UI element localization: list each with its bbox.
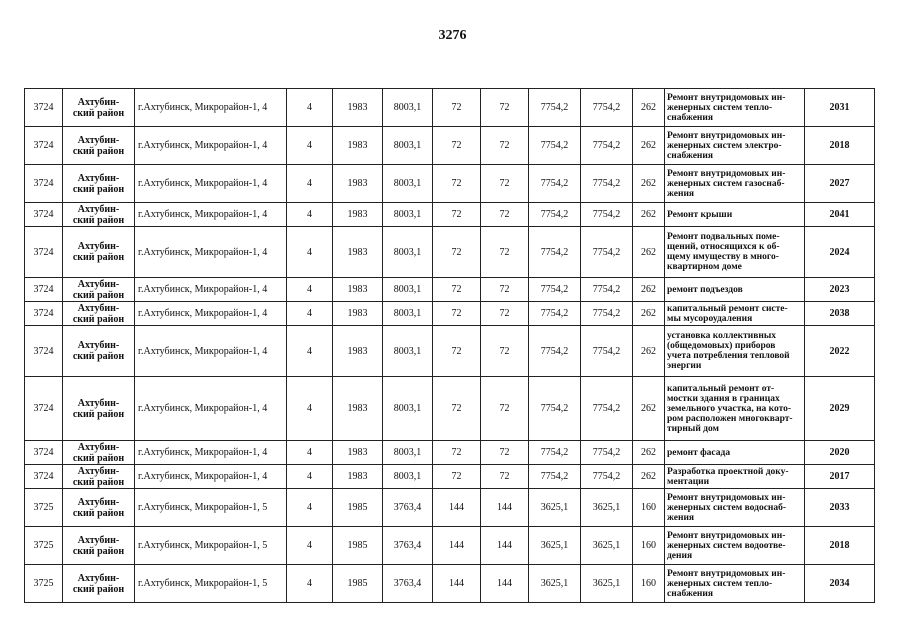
area-b-cell: 7754,2: [581, 203, 633, 227]
record-id-cell: 3725: [25, 565, 63, 603]
built-year-cell: 1983: [333, 465, 383, 489]
area-a-cell: 7754,2: [529, 203, 581, 227]
address-cell: г.Ахтубинск, Микрорайон-1, 4: [135, 203, 287, 227]
built-year-cell: 1983: [333, 127, 383, 165]
address-cell: г.Ахтубинск, Микрорайон-1, 4: [135, 165, 287, 203]
work-type-cell: Ремонт внутридомовых ин- женерных систем газоснаб- жения: [665, 165, 805, 203]
count-b-cell: 144: [481, 527, 529, 565]
work-type-cell: капитальный ремонт систе- мы мусороудаления: [665, 302, 805, 326]
count-a-cell: 72: [433, 326, 481, 377]
planned-year-cell: 2029: [805, 377, 875, 441]
area-b-cell: 7754,2: [581, 441, 633, 465]
record-id-cell: 3724: [25, 326, 63, 377]
district-cell: Ахтубин- ский район: [63, 278, 135, 302]
count-a-cell: 72: [433, 377, 481, 441]
table-row: [25, 527, 875, 565]
table-row: [25, 165, 875, 203]
address-cell: г.Ахтубинск, Микрорайон-1, 4: [135, 227, 287, 278]
area-b-cell: 7754,2: [581, 165, 633, 203]
address-cell: г.Ахтубинск, Микрорайон-1, 4: [135, 465, 287, 489]
count-a-cell: 72: [433, 203, 481, 227]
area-b-cell: 3625,1: [581, 565, 633, 603]
planned-year-cell: 2017: [805, 465, 875, 489]
area-b-cell: 3625,1: [581, 527, 633, 565]
count-a-cell: 144: [433, 489, 481, 527]
count-b-cell: 72: [481, 377, 529, 441]
work-type-cell: ремонт подъездов: [665, 278, 805, 302]
record-id-cell: 3724: [25, 441, 63, 465]
work-type-cell: Ремонт крыши: [665, 203, 805, 227]
work-type-cell: Ремонт внутридомовых ин- женерных систем водоотве- дения: [665, 527, 805, 565]
address-cell: г.Ахтубинск, Микрорайон-1, 4: [135, 377, 287, 441]
built-year-cell: 1985: [333, 565, 383, 603]
table-row: [25, 227, 875, 278]
record-id-cell: 3725: [25, 527, 63, 565]
floors-cell: 4: [287, 441, 333, 465]
area-a-cell: 3625,1: [529, 489, 581, 527]
total-area-cell: 8003,1: [383, 465, 433, 489]
count-b-cell: 72: [481, 89, 529, 127]
count-a-cell: 72: [433, 302, 481, 326]
residents-cell: 262: [633, 203, 665, 227]
count-a-cell: 144: [433, 527, 481, 565]
residents-cell: 262: [633, 377, 665, 441]
count-a-cell: 72: [433, 127, 481, 165]
district-cell: Ахтубин- ский район: [63, 465, 135, 489]
count-a-cell: 72: [433, 89, 481, 127]
record-id-cell: 3724: [25, 227, 63, 278]
district-cell: Ахтубин- ский район: [63, 203, 135, 227]
area-a-cell: 7754,2: [529, 278, 581, 302]
work-type-cell: Ремонт внутридомовых ин- женерных систем тепло- снабжения: [665, 565, 805, 603]
area-b-cell: 7754,2: [581, 89, 633, 127]
district-cell: Ахтубин- ский район: [63, 227, 135, 278]
count-b-cell: 72: [481, 465, 529, 489]
work-type-cell: Разработка проектной доку- ментации: [665, 465, 805, 489]
district-cell: Ахтубин- ский район: [63, 302, 135, 326]
residents-cell: 262: [633, 326, 665, 377]
work-type-cell: Ремонт внутридомовых ин- женерных систем тепло- снабжения: [665, 89, 805, 127]
count-a-cell: 72: [433, 227, 481, 278]
floors-cell: 4: [287, 89, 333, 127]
work-type-cell: ремонт фасада: [665, 441, 805, 465]
total-area-cell: 8003,1: [383, 227, 433, 278]
residents-cell: 262: [633, 278, 665, 302]
residents-cell: 262: [633, 89, 665, 127]
area-a-cell: 7754,2: [529, 465, 581, 489]
floors-cell: 4: [287, 465, 333, 489]
capital-repair-table: [24, 88, 875, 603]
floors-cell: 4: [287, 165, 333, 203]
table-row: [25, 441, 875, 465]
area-a-cell: 3625,1: [529, 527, 581, 565]
planned-year-cell: 2038: [805, 302, 875, 326]
area-b-cell: 7754,2: [581, 227, 633, 278]
district-cell: Ахтубин- ский район: [63, 127, 135, 165]
area-a-cell: 7754,2: [529, 377, 581, 441]
record-id-cell: 3724: [25, 465, 63, 489]
planned-year-cell: 2018: [805, 527, 875, 565]
count-a-cell: 72: [433, 278, 481, 302]
area-b-cell: 3625,1: [581, 489, 633, 527]
residents-cell: 262: [633, 441, 665, 465]
count-b-cell: 72: [481, 127, 529, 165]
total-area-cell: 8003,1: [383, 89, 433, 127]
count-a-cell: 144: [433, 565, 481, 603]
address-cell: г.Ахтубинск, Микрорайон-1, 4: [135, 441, 287, 465]
total-area-cell: 8003,1: [383, 278, 433, 302]
total-area-cell: 8003,1: [383, 377, 433, 441]
total-area-cell: 3763,4: [383, 489, 433, 527]
built-year-cell: 1983: [333, 278, 383, 302]
table-row: [25, 127, 875, 165]
district-cell: Ахтубин- ский район: [63, 441, 135, 465]
built-year-cell: 1983: [333, 441, 383, 465]
built-year-cell: 1985: [333, 527, 383, 565]
district-cell: Ахтубин- ский район: [63, 527, 135, 565]
planned-year-cell: 2027: [805, 165, 875, 203]
district-cell: Ахтубин- ский район: [63, 89, 135, 127]
work-type-cell: Ремонт подвальных поме- щений, относящихся к об- щему имуществу в много- квартирном доме: [665, 227, 805, 278]
built-year-cell: 1983: [333, 377, 383, 441]
area-b-cell: 7754,2: [581, 465, 633, 489]
area-a-cell: 7754,2: [529, 441, 581, 465]
address-cell: г.Ахтубинск, Микрорайон-1, 4: [135, 278, 287, 302]
area-b-cell: 7754,2: [581, 127, 633, 165]
area-a-cell: 7754,2: [529, 227, 581, 278]
address-cell: г.Ахтубинск, Микрорайон-1, 4: [135, 127, 287, 165]
residents-cell: 262: [633, 302, 665, 326]
built-year-cell: 1983: [333, 165, 383, 203]
planned-year-cell: 2020: [805, 441, 875, 465]
floors-cell: 4: [287, 565, 333, 603]
district-cell: Ахтубин- ский район: [63, 165, 135, 203]
floors-cell: 4: [287, 227, 333, 278]
count-b-cell: 72: [481, 227, 529, 278]
district-cell: Ахтубин- ский район: [63, 326, 135, 377]
count-b-cell: 72: [481, 203, 529, 227]
built-year-cell: 1983: [333, 89, 383, 127]
record-id-cell: 3725: [25, 489, 63, 527]
count-b-cell: 72: [481, 278, 529, 302]
floors-cell: 4: [287, 127, 333, 165]
floors-cell: 4: [287, 302, 333, 326]
residents-cell: 160: [633, 489, 665, 527]
district-cell: Ахтубин- ский район: [63, 377, 135, 441]
planned-year-cell: 2033: [805, 489, 875, 527]
area-a-cell: 7754,2: [529, 165, 581, 203]
built-year-cell: 1983: [333, 326, 383, 377]
work-type-cell: Ремонт внутридомовых ин- женерных систем водоснаб- жения: [665, 489, 805, 527]
total-area-cell: 8003,1: [383, 441, 433, 465]
total-area-cell: 8003,1: [383, 203, 433, 227]
address-cell: г.Ахтубинск, Микрорайон-1, 4: [135, 89, 287, 127]
count-b-cell: 72: [481, 165, 529, 203]
record-id-cell: 3724: [25, 203, 63, 227]
total-area-cell: 3763,4: [383, 565, 433, 603]
count-b-cell: 144: [481, 565, 529, 603]
record-id-cell: 3724: [25, 278, 63, 302]
planned-year-cell: 2041: [805, 203, 875, 227]
area-a-cell: 7754,2: [529, 89, 581, 127]
built-year-cell: 1985: [333, 489, 383, 527]
record-id-cell: 3724: [25, 89, 63, 127]
total-area-cell: 8003,1: [383, 326, 433, 377]
planned-year-cell: 2018: [805, 127, 875, 165]
table-row: [25, 326, 875, 377]
area-a-cell: 7754,2: [529, 127, 581, 165]
address-cell: г.Ахтубинск, Микрорайон-1, 5: [135, 489, 287, 527]
table-row: [25, 302, 875, 326]
planned-year-cell: 2031: [805, 89, 875, 127]
table-row: [25, 465, 875, 489]
built-year-cell: 1983: [333, 203, 383, 227]
work-type-cell: Ремонт внутридомовых ин- женерных систем электро- снабжения: [665, 127, 805, 165]
table-row: [25, 489, 875, 527]
district-cell: Ахтубин- ский район: [63, 565, 135, 603]
record-id-cell: 3724: [25, 377, 63, 441]
count-a-cell: 72: [433, 441, 481, 465]
built-year-cell: 1983: [333, 227, 383, 278]
planned-year-cell: 2034: [805, 565, 875, 603]
residents-cell: 262: [633, 227, 665, 278]
table-row: [25, 278, 875, 302]
table-row: [25, 565, 875, 603]
area-b-cell: 7754,2: [581, 377, 633, 441]
floors-cell: 4: [287, 377, 333, 441]
planned-year-cell: 2024: [805, 227, 875, 278]
count-b-cell: 72: [481, 302, 529, 326]
record-id-cell: 3724: [25, 165, 63, 203]
total-area-cell: 8003,1: [383, 302, 433, 326]
residents-cell: 262: [633, 165, 665, 203]
count-a-cell: 72: [433, 165, 481, 203]
address-cell: г.Ахтубинск, Микрорайон-1, 5: [135, 527, 287, 565]
area-b-cell: 7754,2: [581, 326, 633, 377]
total-area-cell: 8003,1: [383, 127, 433, 165]
address-cell: г.Ахтубинск, Микрорайон-1, 5: [135, 565, 287, 603]
total-area-cell: 8003,1: [383, 165, 433, 203]
work-type-cell: капитальный ремонт от- мостки здания в границах земельного участка, на кото- ром расположен многокварт- тирный дом: [665, 377, 805, 441]
count-b-cell: 144: [481, 489, 529, 527]
floors-cell: 4: [287, 326, 333, 377]
table-row: [25, 203, 875, 227]
count-b-cell: 72: [481, 441, 529, 465]
residents-cell: 262: [633, 465, 665, 489]
floors-cell: 4: [287, 527, 333, 565]
area-b-cell: 7754,2: [581, 278, 633, 302]
district-cell: Ахтубин- ский район: [63, 489, 135, 527]
residents-cell: 160: [633, 527, 665, 565]
total-area-cell: 3763,4: [383, 527, 433, 565]
table-row: [25, 377, 875, 441]
area-a-cell: 3625,1: [529, 565, 581, 603]
work-type-cell: установка коллективных (общедомовых) приборов учета потребления тепловой энергии: [665, 326, 805, 377]
count-b-cell: 72: [481, 326, 529, 377]
address-cell: г.Ахтубинск, Микрорайон-1, 4: [135, 326, 287, 377]
floors-cell: 4: [287, 203, 333, 227]
record-id-cell: 3724: [25, 127, 63, 165]
address-cell: г.Ахтубинск, Микрорайон-1, 4: [135, 302, 287, 326]
area-a-cell: 7754,2: [529, 326, 581, 377]
residents-cell: 262: [633, 127, 665, 165]
planned-year-cell: 2023: [805, 278, 875, 302]
residents-cell: 160: [633, 565, 665, 603]
record-id-cell: 3724: [25, 302, 63, 326]
floors-cell: 4: [287, 278, 333, 302]
planned-year-cell: 2022: [805, 326, 875, 377]
table-body: [25, 89, 875, 603]
area-a-cell: 7754,2: [529, 302, 581, 326]
table-row: [25, 89, 875, 127]
floors-cell: 4: [287, 489, 333, 527]
area-b-cell: 7754,2: [581, 302, 633, 326]
built-year-cell: 1983: [333, 302, 383, 326]
count-a-cell: 72: [433, 465, 481, 489]
page-number: 3276: [438, 28, 467, 43]
